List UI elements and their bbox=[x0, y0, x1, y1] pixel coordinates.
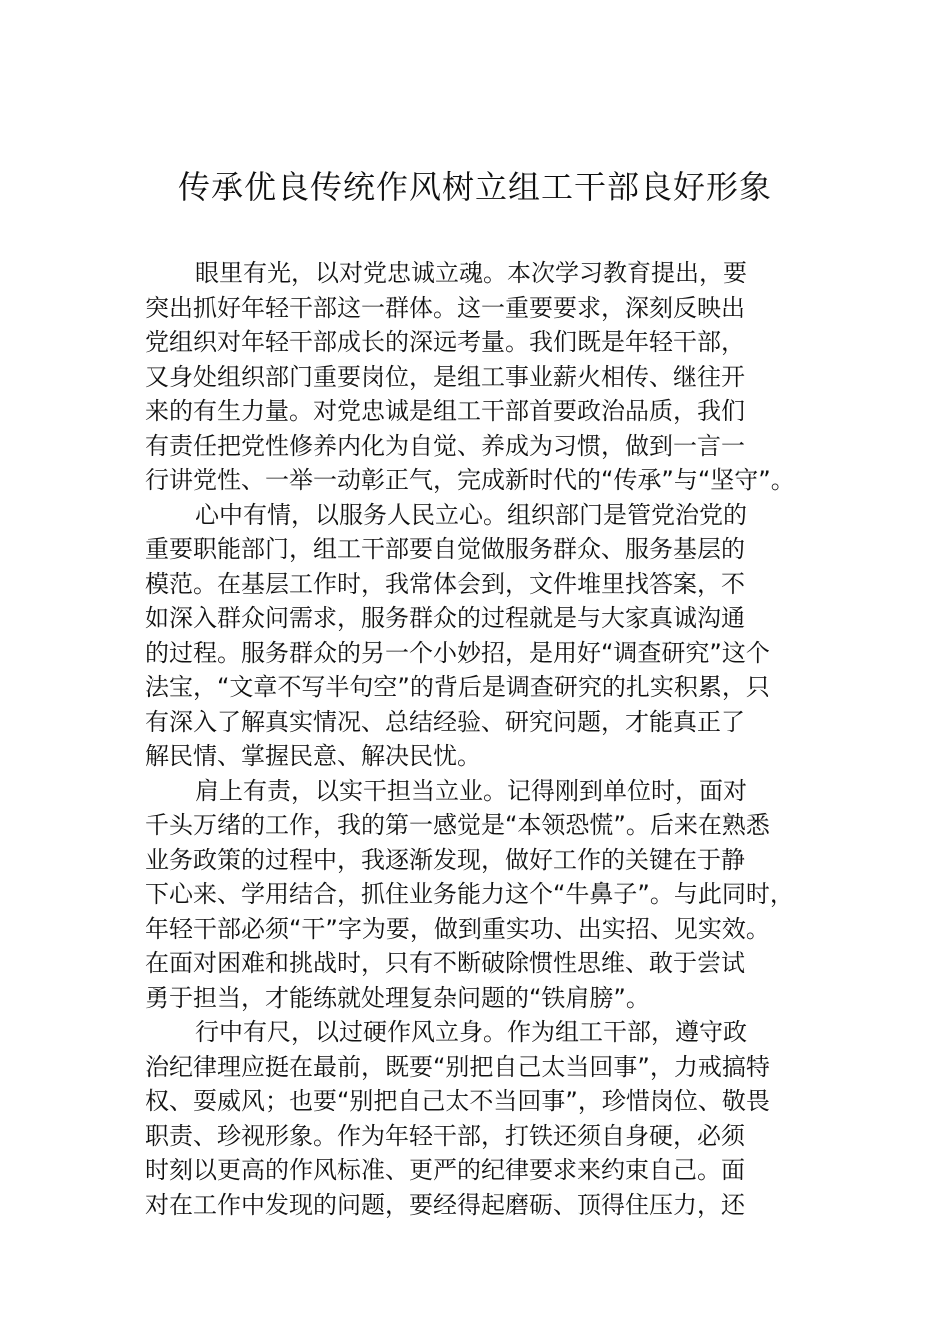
paragraph-line: 如深入群众问需求，服务群众的过程就是与大家真诚沟通 bbox=[145, 604, 745, 632]
paragraph-line: 有深入了解真实情况、总结经验、研究问题，才能真正了 bbox=[145, 707, 745, 736]
paragraph-line: 心中有情，以服务人民立心。组织部门是管党治党的 bbox=[195, 500, 747, 529]
paragraph-line: 千头万绪的工作，我的第一感觉是“本领恐慌”。后来在熟悉 bbox=[145, 811, 770, 839]
paragraph-line: 行讲党性、一举一动彰正气，完成新时代的“传承”与“坚守”。 bbox=[145, 466, 795, 494]
paragraph-line: 法宝，“文章不写半句空”的背后是调查研究的扎实积累，只 bbox=[145, 673, 770, 701]
paragraph-line: 权、耍威风；也要“别把自己太不当回事”，珍惜岗位、敬畏 bbox=[145, 1087, 770, 1115]
paragraph-line: 对在工作中发现的问题，要经得起磨砺、顶得住压力，还 bbox=[145, 1190, 745, 1219]
paragraph-line: 时刻以更高的作风标准、更严的纪律要求来约束自己。面 bbox=[145, 1156, 745, 1184]
paragraph-line: 来的有生力量。对党忠诚是组工干部首要政治品质，我们 bbox=[145, 397, 745, 425]
paragraph-line: 治纪律理应挺在最前，既要“别把自己太当回事”，力戒搞特 bbox=[145, 1052, 770, 1081]
paragraph-loyalty bbox=[145, 256, 845, 498]
paragraph-line: 下心来、学用结合，抓住业务能力这个“牛鼻子”。与此同时， bbox=[145, 880, 794, 908]
paragraph-service bbox=[145, 498, 845, 774]
paragraph-line: 解民情、掌握民意、解决民忧。 bbox=[145, 742, 481, 770]
paragraph-responsibility bbox=[145, 774, 845, 1016]
paragraph-line: 业务政策的过程中，我逐渐发现，做好工作的关键在于静 bbox=[145, 845, 745, 874]
paragraph-line: 有责任把党性修养内化为自觉、养成为习惯，做到一言一 bbox=[145, 431, 745, 460]
paragraph-line: 肩上有责，以实干担当立业。记得刚到单位时，面对 bbox=[195, 776, 747, 805]
paragraph-line: 职责、珍视形象。作为年轻干部，打铁还须自身硬，必须 bbox=[145, 1121, 745, 1150]
paragraph-line: 在面对困难和挑战时，只有不断破除惯性思维、敢于尝试 bbox=[145, 949, 745, 977]
paragraph-conduct bbox=[145, 1015, 845, 1222]
paragraph-line: 行中有尺，以过硬作风立身。作为组工干部，遵守政 bbox=[195, 1018, 747, 1046]
paragraph-line: 勇于担当，才能练就处理复杂问题的“铁肩膀”。 bbox=[145, 983, 650, 1012]
paragraph-line: 又身处组织部门重要岗位，是组工事业薪火相传、继往开 bbox=[145, 362, 745, 391]
paragraph-line: 年轻干部必须“干”字为要，做到重实功、出实招、见实效。 bbox=[145, 914, 770, 943]
document-title: 传承优良传统作风树立组工干部良好形象 bbox=[177, 168, 772, 206]
paragraph-line: 的过程。服务群众的另一个小妙招，是用好“调查研究”这个 bbox=[145, 638, 770, 667]
paragraph-line: 突出抓好年轻干部这一群体。这一重要要求，深刻反映出 bbox=[145, 293, 745, 322]
paragraph-line: 模范。在基层工作时，我常体会到，文件堆里找答案，不 bbox=[145, 569, 745, 598]
paragraph-line: 眼里有光，以对党忠诚立魂。本次学习教育提出，要 bbox=[195, 259, 747, 287]
paragraph-line: 重要职能部门，组工干部要自觉做服务群众、服务基层的 bbox=[145, 535, 745, 563]
document-body bbox=[145, 256, 845, 1222]
paragraph-line: 党组织对年轻干部成长的深远考量。我们既是年轻干部， bbox=[145, 328, 745, 356]
